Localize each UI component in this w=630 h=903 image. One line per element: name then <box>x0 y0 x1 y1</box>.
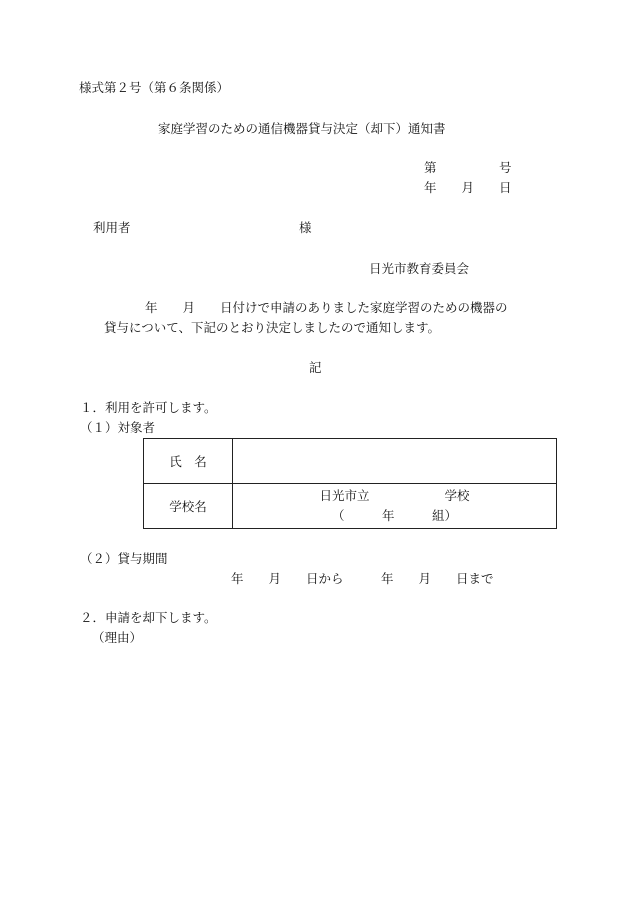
school-label: 学校名 <box>144 484 233 529</box>
section-2-heading: ２．申請を却下します。 <box>80 610 217 625</box>
document-date: 年 月 日 <box>424 180 512 195</box>
recipient-honorific: 様 <box>299 220 312 235</box>
form-reference: 様式第２号（第６条関係） <box>79 80 230 95</box>
document-number: 第 号 <box>424 160 512 175</box>
body-text-line-2: 貸与について、下記のとおり決定しましたので通知します。 <box>104 320 441 335</box>
school-field[interactable] <box>233 484 557 529</box>
name-field[interactable] <box>233 439 557 484</box>
subsection-loan-period: （２）貸与期間 <box>80 551 168 566</box>
body-text-line-1: 年 月 日付けで申請のありました家庭学習のための機器の <box>145 300 508 315</box>
school-class-line: （ 年 組） <box>331 508 457 523</box>
recipient-label: 利用者 <box>93 220 131 235</box>
table-row-school <box>144 484 557 529</box>
loan-period-range: 年 月 日から 年 月 日まで <box>231 571 494 586</box>
target-person-table <box>143 438 557 529</box>
school-name-line: 日光市立 学校 <box>319 488 470 503</box>
name-label: 氏 名 <box>144 439 233 484</box>
section-1-heading: １．利用を許可します。 <box>80 400 217 415</box>
issuer-name: 日光市教育委員会 <box>369 261 470 276</box>
document-title: 家庭学習のための通信機器貸与決定（却下）通知書 <box>158 121 446 136</box>
reason-label: （理由） <box>92 630 143 645</box>
table-row-name <box>144 439 557 484</box>
subsection-target-person: （１）対象者 <box>80 420 156 435</box>
ki-heading: 記 <box>309 360 322 375</box>
